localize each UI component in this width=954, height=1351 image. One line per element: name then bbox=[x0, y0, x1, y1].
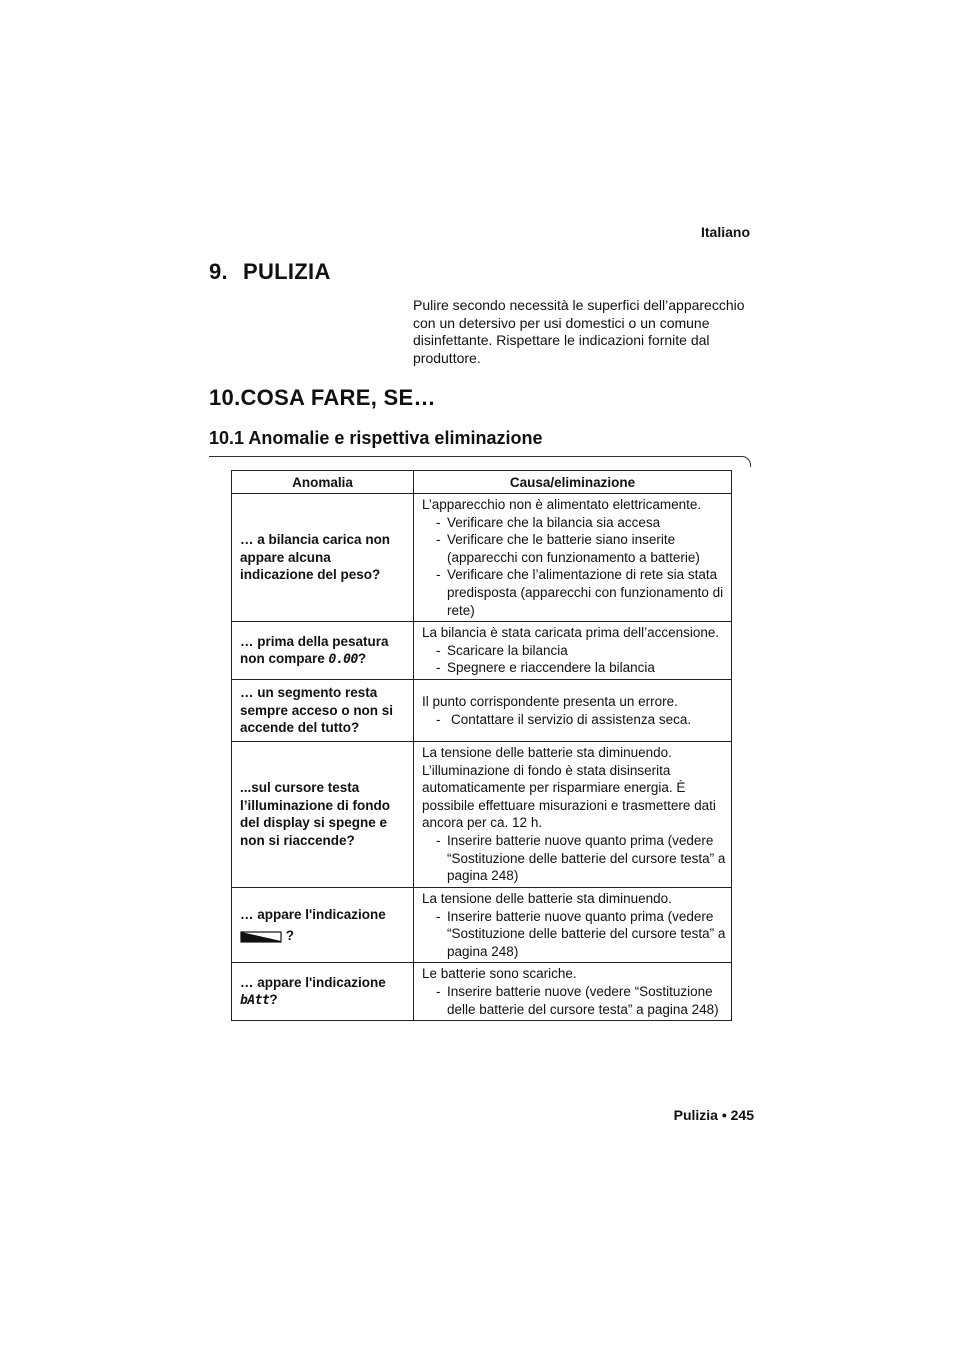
section-10-title: COSA FARE, SE… bbox=[240, 385, 436, 410]
cause-cell bbox=[414, 680, 732, 742]
header-causa: Causa/eliminazione bbox=[414, 471, 732, 494]
steps-list bbox=[422, 832, 731, 885]
anomaly-text: … appare l'indicazione bbox=[240, 906, 386, 922]
steps-list bbox=[422, 983, 731, 1018]
anomaly-cell: ...sul cursore testa l’illuminazione di fondo del display si spegne e non si riaccende? bbox=[232, 741, 414, 887]
anomaly-cell bbox=[232, 887, 414, 962]
header-anomalia: Anomalia bbox=[232, 471, 414, 494]
section-9-number: 9. bbox=[209, 259, 228, 284]
heading-rule bbox=[209, 456, 742, 457]
cause-text: Il punto corrispondente presenta un errore. bbox=[422, 693, 678, 709]
language-label: Italiano bbox=[700, 224, 750, 240]
list-item: - Verificare che l’alimentazione di rete sia stata predisposta (apparecchi con funzionamento di rete) bbox=[422, 566, 731, 619]
anomaly-cell bbox=[232, 622, 414, 680]
table-row bbox=[232, 494, 732, 622]
troubleshooting-table bbox=[231, 470, 732, 1021]
list-item: - Inserire batterie nuove quanto prima (vedere “Sostituzione delle batterie del cursore testa” a pagina 248) bbox=[422, 908, 731, 961]
table-row bbox=[232, 741, 732, 887]
cause-cell bbox=[414, 741, 732, 887]
steps-list bbox=[422, 711, 731, 729]
list-item: - Scaricare la bilancia bbox=[422, 642, 731, 660]
list-item: - Verificare che la bilancia sia accesa bbox=[422, 514, 731, 532]
section-10-number: 10. bbox=[209, 385, 241, 410]
cause-cell bbox=[414, 494, 732, 622]
table-row bbox=[232, 680, 732, 742]
steps-list bbox=[422, 908, 731, 961]
list-item: - Spegnere e riaccendere la bilancia bbox=[422, 659, 731, 677]
anomaly-suffix: ? bbox=[357, 651, 367, 667]
cause-cell bbox=[414, 887, 732, 962]
cause-text: La tensione delle batterie sta diminuendo. L’illuminazione di fondo è stata disinserita automaticamente per risparmiare energia. È possibile effettuare misurazioni e trasmettere dati ancora per ca. 12 h. bbox=[422, 745, 716, 831]
cause-cell bbox=[414, 622, 732, 680]
cause-text: La tensione delle batterie sta diminuendo. bbox=[422, 890, 672, 906]
section-9-title: PULIZIA bbox=[243, 259, 331, 284]
list-item: - Contattare il servizio di assistenza seca. bbox=[422, 711, 731, 729]
section-10-heading bbox=[209, 385, 436, 411]
list-item: - Inserire batterie nuove quanto prima (vedere “Sostituzione delle batterie del cursore testa” a pagina 248) bbox=[422, 832, 731, 885]
cause-cell bbox=[414, 963, 732, 1021]
anomaly-cell bbox=[232, 963, 414, 1021]
table-header-row bbox=[232, 471, 732, 494]
battery-low-icon bbox=[240, 931, 282, 943]
cause-text: Le batterie sono scariche. bbox=[422, 966, 577, 982]
anomaly-cell: … un segmento resta sempre acceso o non si accende del tutto? bbox=[232, 680, 414, 742]
table-row bbox=[232, 963, 732, 1021]
section-10-1-heading: 10.1 Anomalie e rispettiva eliminazione bbox=[209, 428, 543, 448]
display-code: bAtt bbox=[240, 993, 270, 1009]
section-9-heading bbox=[209, 259, 331, 285]
section-9-text: Pulire secondo necessità le superfici dell’apparecchio con un detersivo per usi domestici o un comune disinfettante. Rispettare le indicazioni fornite dal produttore. bbox=[413, 297, 745, 366]
table-row bbox=[232, 622, 732, 680]
list-item: - Inserire batterie nuove (vedere “Sostituzione delle batterie del cursore testa” a pagina 248) bbox=[422, 983, 731, 1018]
list-item: - Verificare che le batterie siano inserite (apparecchi con funzionamento a batterie) bbox=[422, 531, 731, 566]
anomaly-cell: … a bilancia carica non appare alcuna indicazione del peso? bbox=[232, 494, 414, 622]
cause-text: L’apparecchio non è alimentato elettricamente. bbox=[422, 497, 702, 512]
display-code: 0.00 bbox=[328, 652, 358, 668]
anomaly-text: … appare l'indicazione bbox=[240, 974, 386, 990]
steps-list bbox=[422, 642, 731, 677]
anomaly-text: … prima della pesatura non compare bbox=[240, 633, 389, 667]
page-footer: Pulizia • 245 bbox=[673, 1107, 754, 1123]
cause-text: La bilancia è stata caricata prima dell’accensione. bbox=[422, 625, 720, 641]
steps-list bbox=[422, 514, 731, 620]
anomaly-suffix: ? bbox=[269, 992, 278, 1008]
anomaly-suffix: ? bbox=[285, 928, 295, 944]
heading-rule-corner bbox=[740, 456, 751, 467]
table-row bbox=[232, 887, 732, 962]
